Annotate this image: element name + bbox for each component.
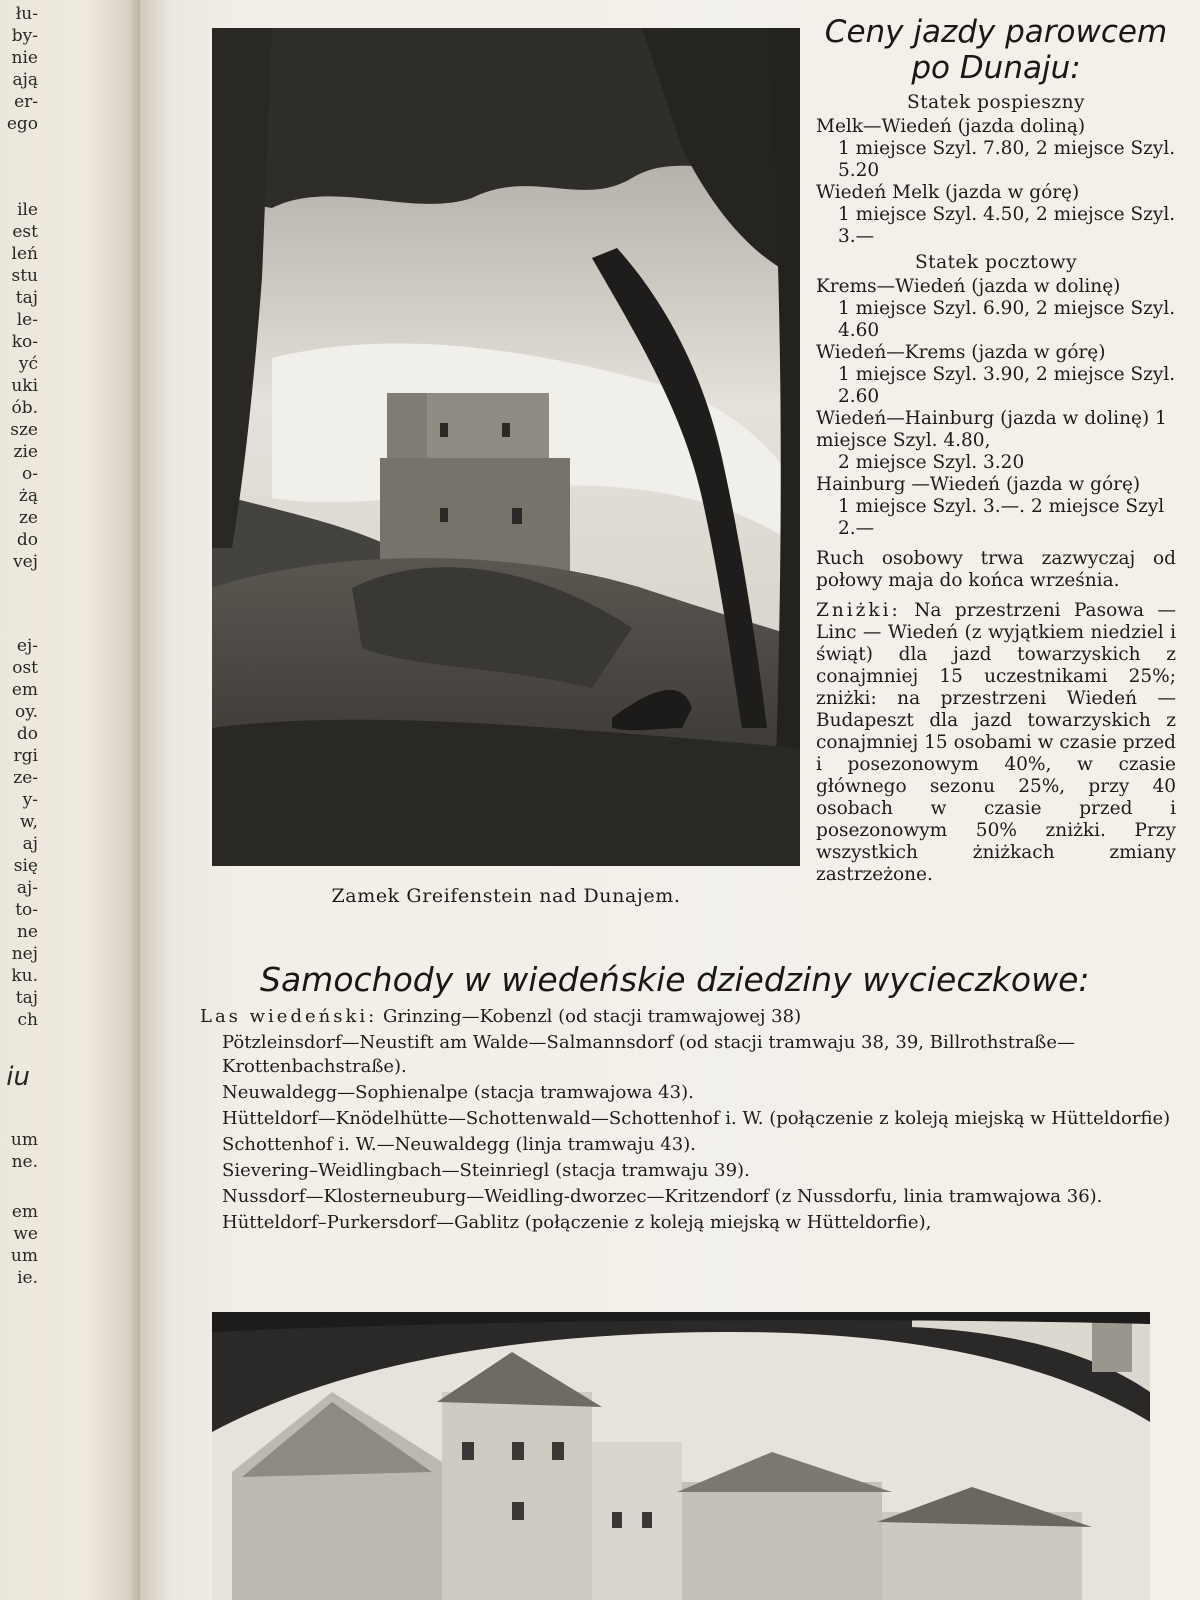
left-fragment: em xyxy=(11,680,38,700)
town-photo xyxy=(212,1312,1150,1600)
left-fragment: ie. xyxy=(17,1268,38,1288)
left-fragment: ch xyxy=(17,1010,38,1030)
left-fragment: ku. xyxy=(11,966,38,986)
left-fragment: vej xyxy=(13,552,38,572)
route-name: Wiedeń—Krems (jazda w górę) xyxy=(816,342,1106,363)
mail-boat-title: Statek pocztowy xyxy=(914,252,1078,273)
car-route: Neuwaldegg—Sophienalpe (stacja tramwajowa 43). xyxy=(222,1082,694,1103)
left-fragment: uki xyxy=(11,376,38,396)
left-fragment: w, xyxy=(20,812,38,832)
left-fragment: taj xyxy=(15,988,38,1008)
left-fragment: em xyxy=(11,1202,38,1222)
left-fragment: yć xyxy=(18,354,38,374)
left-fragment: aj xyxy=(22,834,38,854)
route-fare: 1 miejsce Szyl. 3.90, 2 miejsce Szyl. 2.60 xyxy=(838,364,1176,407)
left-fragment: um xyxy=(10,1130,38,1150)
car-excursions xyxy=(200,960,1180,1237)
car-route: Schottenhof i. W.—Neuwaldegg (linja tramwaju 43). xyxy=(222,1134,696,1155)
left-fragment: ób. xyxy=(11,398,38,418)
left-fragment: sze xyxy=(10,420,38,440)
left-fragment: um xyxy=(10,1246,38,1266)
discounts-text: Na przestrzeni Pasowa — Linc — Wiedeń (z wyjątkiem niedziel i świąt) dla jazd towarzyskich z conajmniej 15 uczestnikami 25%; zniżki: na przestrzeni Wiedeń — Budapeszt dla jazd towarzyskich z conajmniej 15 osobami w czasie przed i posezonowym 40%, w czasie głównego sezonu 25%, przy 40 osobach w czasie przed i posezonowym 50% zniżki. Przy wszystkich żniżkach zmiany zastrzeżone. xyxy=(816,600,1176,885)
left-fragment: się xyxy=(13,856,38,876)
route-fare: 1 miejsce Szyl. 3.—. 2 miejsce Szyl 2.— xyxy=(838,496,1165,539)
fast-boat-title: Statek pospieszny xyxy=(907,92,1085,113)
season-note: Ruch osobowy trwa zazwyczaj od połowy maja do końca września. xyxy=(816,548,1176,591)
left-fragment: do xyxy=(16,724,38,744)
left-fragment: to- xyxy=(15,900,38,920)
left-fragment: nej xyxy=(11,944,38,964)
left-fragment: nie xyxy=(11,48,38,68)
car-route: Pötzleinsdorf—Neustift am Walde—Salmannsdorf (od stacji tramwaju 38, 39, Billrothstraße—Krottenbachstraße). xyxy=(222,1032,1075,1077)
left-fragment: ze xyxy=(18,508,38,528)
left-fragment: y- xyxy=(22,790,38,810)
route-name: Krems—Wiedeń (jazda w dolinę) xyxy=(816,276,1121,297)
left-fragment: oy. xyxy=(15,702,38,722)
prices-heading: Ceny jazdy parowcem po Dunaju: xyxy=(824,14,1168,86)
left-fragment: zie xyxy=(13,442,38,462)
car-route: Hütteldorf–Purkersdorf—Gablitz (połączenie z koleją miejską w Hütteldorfie), xyxy=(222,1212,932,1233)
cars-heading: Samochody w wiedeńskie dziedziny wycieczkowe: xyxy=(260,960,1090,999)
left-fragment: ają xyxy=(12,70,38,90)
photo-caption: Zamek Greifenstein nad Dunajem. xyxy=(331,885,681,907)
left-page-edge xyxy=(0,0,140,1600)
left-fragment: ile xyxy=(17,200,38,220)
left-fragment: est xyxy=(12,222,38,242)
route-fare: 1 miejsce Szyl. 7.80, 2 miejsce Szyl. 5.20 xyxy=(838,138,1176,181)
route-name: Wiedeń Melk (jazda w górę) xyxy=(816,182,1080,203)
car-route-text: Grinzing—Kobenzl (od stacji tramwajowej 38) xyxy=(382,1006,802,1027)
car-route: Nussdorf—Klosterneuburg—Weidling-dworzec—Kritzendorf (z Nussdorfu, linia tramwajowa 36). xyxy=(222,1186,1103,1207)
route-name: Melk—Wiedeń (jazda doliną) xyxy=(816,116,1086,137)
left-fragment: er- xyxy=(14,92,38,112)
discounts-label: Zniżki: xyxy=(816,600,901,621)
left-fragment: ego xyxy=(6,114,38,134)
left-fragment: ej- xyxy=(16,636,38,656)
left-fragment: by- xyxy=(11,26,38,46)
left-fragment: le- xyxy=(16,310,38,330)
car-route xyxy=(200,1005,1180,1029)
steamer-prices xyxy=(816,14,1176,886)
left-fragment: żą xyxy=(18,486,38,506)
car-route: Hütteldorf—Knödelhütte—Schottenwald—Schottenhof i. W. (połączenie z koleją miejską w Hütteldorfie) xyxy=(222,1108,1171,1129)
left-fragment: we xyxy=(13,1224,38,1244)
castle-photo xyxy=(212,28,800,866)
route-fare: 1 miejsce Szyl. 6.90, 2 miejsce Szyl. 4.60 xyxy=(838,298,1176,341)
discounts-paragraph xyxy=(816,600,1176,886)
left-fragment: leń xyxy=(11,244,38,264)
route-name: Hainburg —Wiedeń (jazda w górę) xyxy=(816,474,1141,495)
route-fare: 1 miejsce Szyl. 4.50, 2 miejsce Szyl. 3.— xyxy=(838,204,1176,247)
left-fragment: ost xyxy=(12,658,38,678)
route-name: Wiedeń—Hainburg (jazda w dolinę) 1 miejsce Szyl. 4.80, xyxy=(816,408,1167,451)
left-fragment: do xyxy=(16,530,38,550)
left-fragment: o- xyxy=(22,464,38,484)
left-fragment: ne xyxy=(16,922,38,942)
car-route: Sievering–Weidlingbach—Steinriegl (stacja tramwaju 39). xyxy=(222,1160,750,1181)
route-fare: 2 miejsce Szyl. 3.20 xyxy=(838,452,1025,473)
left-fragment: aj- xyxy=(16,878,38,898)
left-fragment: ko- xyxy=(11,332,38,352)
left-fragment: ze- xyxy=(13,768,38,788)
left-fragment: rgi xyxy=(13,746,38,766)
left-fragment: iu xyxy=(6,1062,30,1092)
region-label: Las wiedeński: xyxy=(200,1006,378,1027)
left-fragment: ne. xyxy=(11,1152,38,1172)
left-fragment: taj xyxy=(15,288,38,308)
left-fragment: stu xyxy=(11,266,38,286)
left-fragment: łu- xyxy=(15,4,38,24)
